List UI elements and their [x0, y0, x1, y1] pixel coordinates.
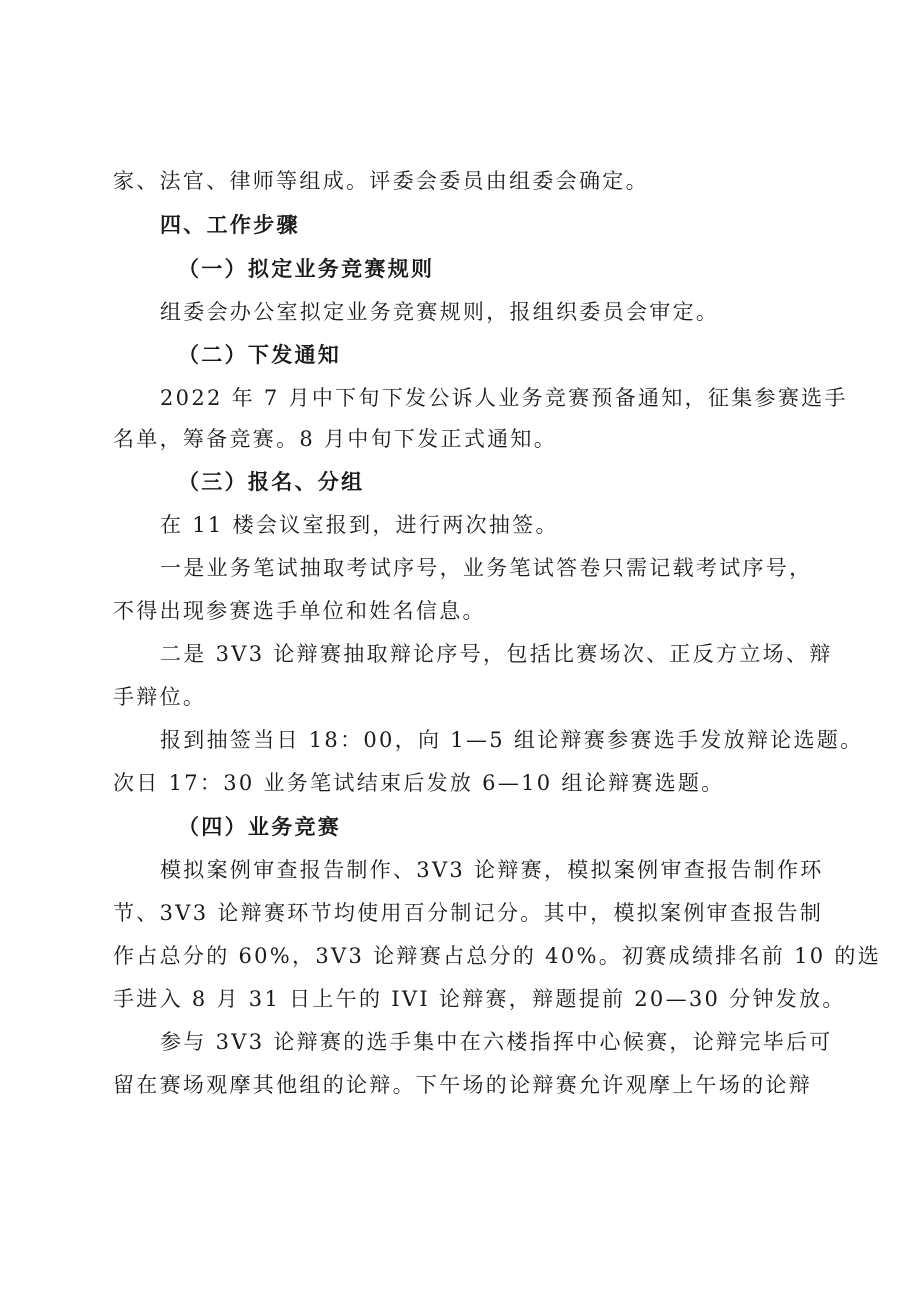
- paragraph-line: 节、3V3 论辩赛环节均使用百分制记分。其中，模拟案例审查报告制: [113, 901, 824, 925]
- paragraph-line: 手进入 8 月 31 日上午的 IVI 论辩赛，辩题提前 20—30 分钟发放。: [113, 987, 846, 1011]
- paragraph-line: 手辩位。: [113, 685, 207, 709]
- paragraph-line: 组委会办公室拟定业务竞赛规则，报组织委员会审定。: [160, 300, 720, 324]
- paragraph-line: 不得出现参赛选手单位和姓名信息。: [113, 599, 486, 623]
- paragraph-line: 一是业务笔试抽取考试序号，业务笔试答卷只需记载考试序号，: [160, 556, 813, 580]
- subsection-heading: （一）拟定业务竞赛规则: [178, 257, 435, 281]
- subsection-heading: （四）业务竞赛: [178, 815, 342, 839]
- paragraph-line: 次日 17：30 业务笔试结束后发放 6—10 组论辩赛选题。: [113, 771, 725, 795]
- section-heading: 四、工作步骤: [160, 213, 300, 237]
- paragraph-line: 报到抽签当日 18：00，向 1—5 组论辩赛参赛选手发放辩论选题。: [160, 728, 864, 752]
- paragraph-line: 二是 3V3 论辩赛抽取辩论序号，包括比赛场次、正反方立场、辩: [160, 642, 833, 666]
- paragraph-line: 参与 3V3 论辩赛的选手集中在六楼指挥中心候赛，论辩完毕后可: [160, 1030, 833, 1054]
- paragraph-line: 名单，筹备竞赛。8 月中旬下发正式通知。: [113, 427, 558, 451]
- paragraph-line: 作占总分的 60%，3V3 论辩赛占总分的 40%。初赛成绩排名前 10 的选: [113, 944, 882, 968]
- paragraph-line: 留在赛场观摩其他组的论辩。下午场的论辩赛允许观摩上午场的论辩: [113, 1073, 812, 1097]
- paragraph-line: 模拟案例审查报告制作、3V3 论辩赛，模拟案例审查报告制作环: [160, 858, 824, 882]
- subsection-heading: （三）报名、分组: [178, 470, 365, 494]
- paragraph-line: 在 11 楼会议室报到，进行两次抽签。: [160, 513, 559, 537]
- paragraph-line: 家、法官、律师等组成。评委会委员由组委会确定。: [113, 169, 649, 193]
- subsection-heading: （二）下发通知: [178, 343, 342, 367]
- paragraph-line: 2022 年 7 月中下旬下发公诉人业务竞赛预备通知，征集参赛选手: [160, 386, 848, 410]
